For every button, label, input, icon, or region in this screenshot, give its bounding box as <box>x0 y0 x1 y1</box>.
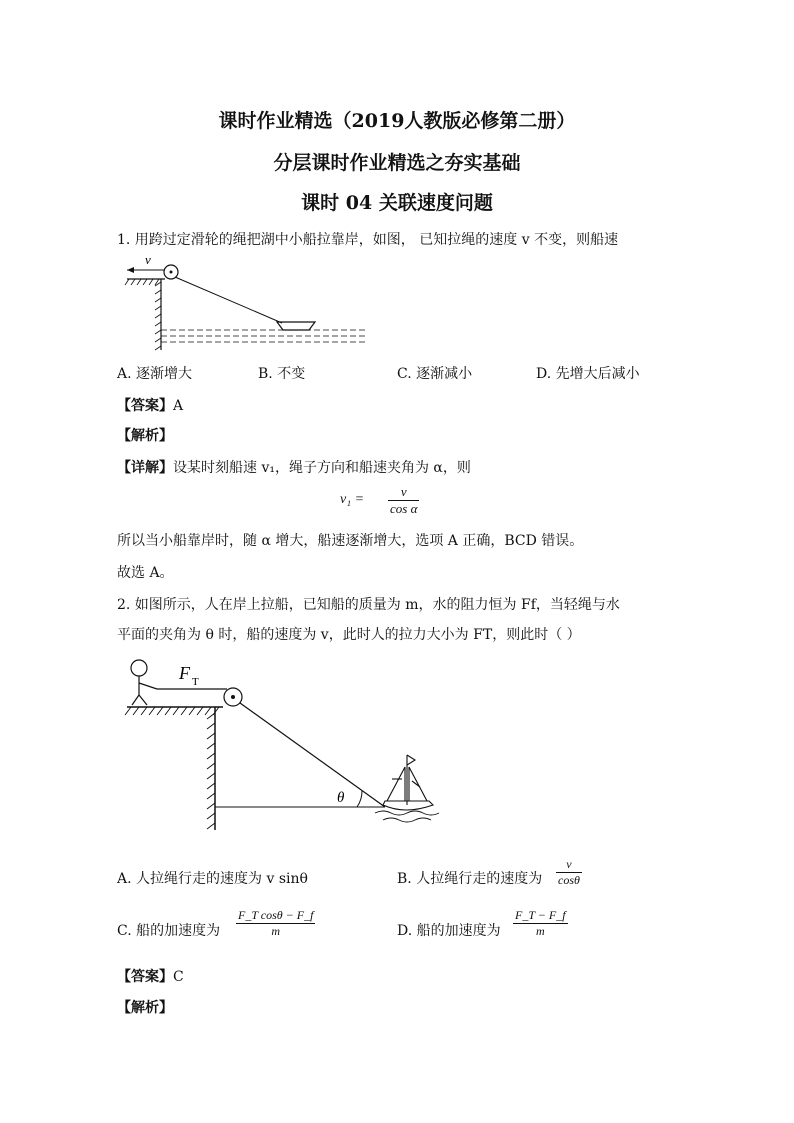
doc-title: 课时作业精选（2019人教版必修第二册） <box>218 110 576 132</box>
fraction-numerator: v <box>566 857 572 871</box>
formula-numerator: v <box>400 484 407 499</box>
fraction-denominator: m <box>513 923 568 939</box>
answer-value: A <box>173 398 184 414</box>
analysis-label: 【解析】 <box>117 1000 173 1016</box>
tension-label-subscript: T <box>192 676 199 688</box>
angle-label: θ <box>337 790 345 806</box>
q2-option-d: D. 船的加速度为 <box>397 923 501 939</box>
person-icon <box>131 660 157 705</box>
boat-icon <box>277 322 315 330</box>
q2-option-c-fraction <box>236 908 315 939</box>
q2-option-c: C. 船的加速度为 <box>117 923 221 939</box>
q1-option-c: C. 逐渐减小 <box>397 366 473 382</box>
q2-option-b: B. 人拉绳行走的速度为 <box>397 871 543 887</box>
question-2-figure <box>117 655 447 835</box>
q1-analysis <box>117 425 173 445</box>
q2-option-b-fraction <box>556 857 582 888</box>
fraction-numerator: F_T − F_f <box>515 908 566 922</box>
fraction-denominator: cosθ <box>558 873 580 887</box>
lesson-title: 课时 04 关联速度问题 <box>301 192 493 214</box>
question-2-stem-line2: 平面的夹角为 θ 时，船的速度为 v，此时人的拉力大小为 FT，则此时（ ） <box>117 627 581 643</box>
answer-label: 【答案】 <box>117 969 173 985</box>
question-2-stem-line1: 2. 如图所示，人在岸上拉船，已知船的质量为 m，水的阻力恒为 Ff，当轻绳与水 <box>117 597 620 613</box>
velocity-label: v <box>145 252 151 267</box>
velocity-arrow-icon <box>127 267 134 273</box>
answer-value: C <box>173 969 184 985</box>
answer-label: 【答案】 <box>117 398 173 414</box>
tension-label: F <box>179 663 190 683</box>
formula-lhs: v₁ = <box>340 492 365 507</box>
q2-analysis <box>117 997 173 1017</box>
fraction-numerator: F_T cosθ − F_f <box>238 908 314 922</box>
q1-final: 故选 A。 <box>117 565 174 581</box>
question-1-figure <box>117 250 377 360</box>
question-1-stem: 1. 用跨过定滑轮的绳把湖中小船拉靠岸，如图， 已知拉绳的速度 v 不变，则船速 <box>117 232 619 248</box>
sailboat-icon <box>383 755 433 810</box>
detail-text: 设某时刻船速 v₁，绳子方向和船速夹角为 α，则 <box>173 460 471 476</box>
fraction-denominator: m <box>236 923 315 939</box>
q2-option-a: A. 人拉绳行走的速度为 v sinθ <box>117 871 308 887</box>
formula-denominator: cos α <box>390 501 418 516</box>
q1-option-a: A. 逐渐增大 <box>117 366 193 382</box>
formula-fraction <box>388 484 419 517</box>
q2-option-d-fraction <box>513 908 568 939</box>
analysis-label: 【解析】 <box>117 428 173 444</box>
q1-detail <box>117 457 471 477</box>
q1-conclusion: 所以当小船靠岸时，随 α 增大，船速逐渐增大，选项 A 正确，BCD 错误。 <box>117 533 584 549</box>
detail-label: 【详解】 <box>117 460 173 476</box>
q1-answer <box>117 395 183 415</box>
doc-subtitle: 分层课时作业精选之夯实基础 <box>273 152 521 174</box>
q1-option-b: B. 不变 <box>258 366 306 382</box>
q2-answer <box>117 966 184 986</box>
q1-option-d: D. 先增大后减小 <box>536 366 640 382</box>
